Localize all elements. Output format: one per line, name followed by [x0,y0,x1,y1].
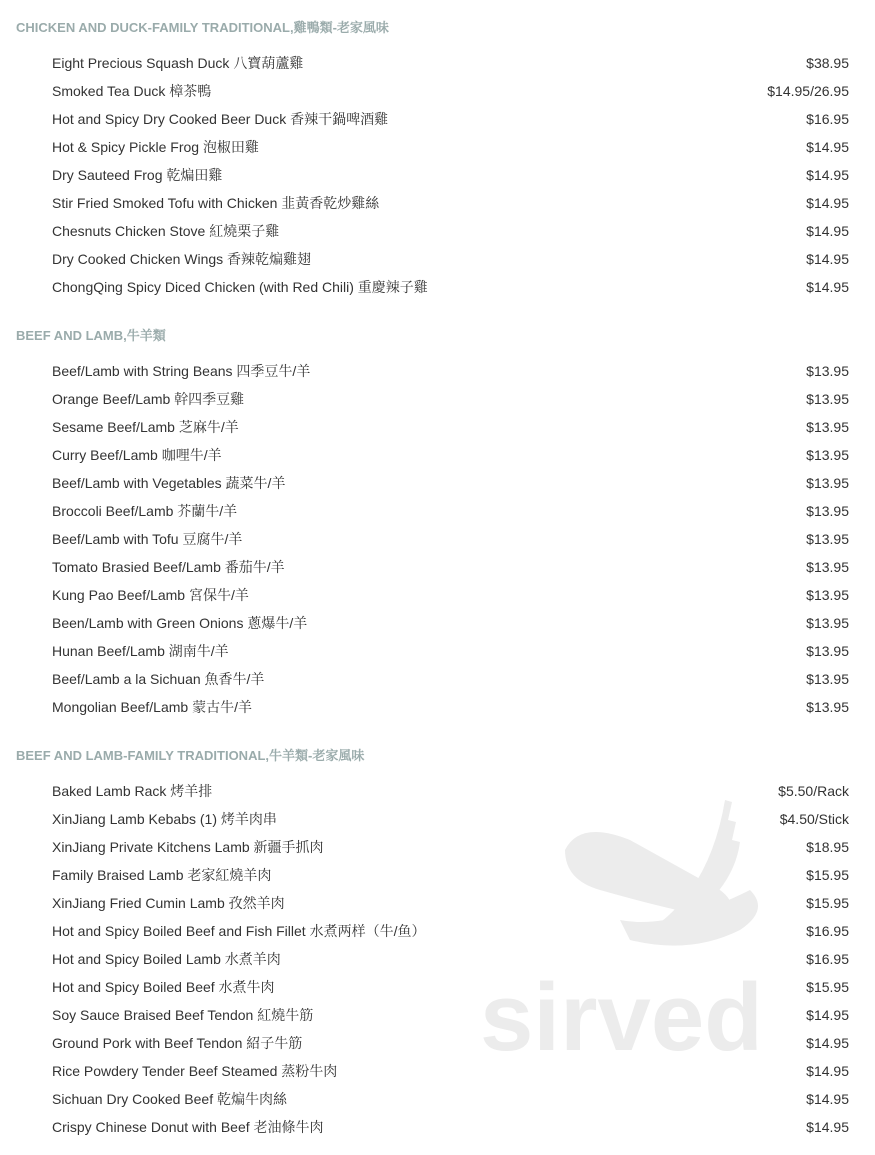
menu-item-price: $18.95 [806,839,849,855]
menu-item-list [52,777,849,1141]
menu-item [52,637,849,665]
watermark-text: sirved [480,964,763,1071]
menu-item [52,413,849,441]
menu-item-price: $14.95 [806,139,849,155]
menu-item-name: Eight Precious Squash Duck 八寶葫蘆雞 [52,55,304,71]
menu-item-name: Family Braised Lamb 老家紅燒羊肉 [52,867,272,883]
menu-item [52,1029,849,1057]
menu-item-name: Hot and Spicy Boiled Beef and Fish Fillet 水煮两样（牛/鱼） [52,923,426,939]
menu-item-name: Soy Sauce Braised Beef Tendon 紅燒牛筋 [52,1007,314,1023]
menu-item-price: $16.95 [806,111,849,127]
menu-item [52,1001,849,1029]
menu-item-name: Stir Fried Smoked Tofu with Chicken 韭黃香乾炒雞絲 [52,195,380,211]
menu-item-price: $13.95 [806,447,849,463]
menu-item-price: $13.95 [806,419,849,435]
menu-item-price: $14.95/26.95 [767,83,849,99]
menu-item [52,693,849,721]
menu-item [52,497,849,525]
menu-item [52,189,849,217]
menu-item-name: Smoked Tea Duck 樟茶鴨 [52,83,212,99]
menu-item-name: Beef/Lamb with Tofu 豆腐牛/羊 [52,531,243,547]
menu-item [52,1085,849,1113]
menu-item-name: Dry Sauteed Frog 乾煸田雞 [52,167,223,183]
menu-item-name: Curry Beef/Lamb 咖哩牛/羊 [52,447,222,463]
menu-item-price: $13.95 [806,531,849,547]
section-heading: BEEF AND LAMB-FAMILY TRADITIONAL,牛羊類-老家風味 [16,748,365,763]
menu-item [52,833,849,861]
menu-item-name: Beef/Lamb with String Beans 四季豆牛/羊 [52,363,311,379]
menu-item [52,441,849,469]
menu-item-price: $14.95 [806,167,849,183]
menu-item-name: ChongQing Spicy Diced Chicken (with Red Chili) 重慶辣子雞 [52,279,428,295]
menu-item [52,357,849,385]
menu-item-price: $13.95 [806,363,849,379]
menu-item [52,525,849,553]
menu-item-name: XinJiang Private Kitchens Lamb 新疆手抓肉 [52,839,324,855]
menu-item-name: Ground Pork with Beef Tendon 紹子牛筋 [52,1035,303,1051]
menu-item-price: $13.95 [806,671,849,687]
menu-item-name: Hot and Spicy Dry Cooked Beer Duck 香辣干鍋啤酒雞 [52,111,389,127]
menu-item [52,889,849,917]
menu-item-name: Hot and Spicy Boiled Beef 水煮牛肉 [52,979,275,995]
menu-item [52,861,849,889]
menu-item [52,553,849,581]
menu-item-list [52,357,849,721]
menu-item-price: $13.95 [806,587,849,603]
menu-item-price: $13.95 [806,699,849,715]
menu-item-name: Beef/Lamb with Vegetables 蔬菜牛/羊 [52,475,286,491]
menu-item-price: $13.95 [806,503,849,519]
menu-item-name: Dry Cooked Chicken Wings 香辣乾煸雞翅 [52,251,312,267]
menu-item [52,217,849,245]
menu-item-name: Sesame Beef/Lamb 芝麻牛/羊 [52,419,239,435]
menu-item-price: $5.50/Rack [778,783,849,799]
menu-item [52,945,849,973]
menu-item-name: Hunan Beef/Lamb 湖南牛/羊 [52,643,229,659]
section-heading: CHICKEN AND DUCK-FAMILY TRADITIONAL,雞鴨類-老家風味 [16,20,389,35]
menu-item-price: $14.95 [806,1063,849,1079]
menu-item-price: $14.95 [806,1007,849,1023]
menu-item-price: $13.95 [806,391,849,407]
menu-item-name: Broccoli Beef/Lamb 芥蘭牛/羊 [52,503,238,519]
menu-item [52,49,849,77]
section-heading: BEEF AND LAMB,牛羊類 [16,328,166,343]
menu-item [52,469,849,497]
menu-item [52,105,849,133]
menu-item-price: $13.95 [806,559,849,575]
menu-item-name: Mongolian Beef/Lamb 蒙古牛/羊 [52,699,252,715]
menu-item [52,385,849,413]
menu-item-name: Been/Lamb with Green Onions 蔥爆牛/羊 [52,615,308,631]
menu-item-price: $14.95 [806,1035,849,1051]
menu-item-name: Sichuan Dry Cooked Beef 乾煸牛肉絲 [52,1091,287,1107]
menu-item-name: Hot and Spicy Boiled Lamb 水煮羊肉 [52,951,281,967]
menu-item-name: Baked Lamb Rack 烤羊排 [52,783,213,799]
menu-item-price: $13.95 [806,643,849,659]
menu-item-price: $14.95 [806,195,849,211]
menu-item-price: $14.95 [806,1119,849,1135]
menu-item-name: Kung Pao Beef/Lamb 宮保牛/羊 [52,587,249,603]
menu-item-name: XinJiang Fried Cumin Lamb 孜然羊肉 [52,895,285,911]
menu-item-list [52,49,849,301]
menu-item-name: Hot & Spicy Pickle Frog 泡椒田雞 [52,139,259,155]
menu-item-price: $15.95 [806,979,849,995]
menu-item-name: Crispy Chinese Donut with Beef 老油條牛肉 [52,1119,324,1135]
menu-item-price: $14.95 [806,223,849,239]
menu-item [52,1113,849,1141]
menu-item-name: Rice Powdery Tender Beef Steamed 蒸粉牛肉 [52,1063,338,1079]
menu-item-name: Tomato Brasied Beef/Lamb 番茄牛/羊 [52,559,285,575]
menu-item-name: XinJiang Lamb Kebabs (1) 烤羊肉串 [52,811,277,827]
menu-item [52,273,849,301]
menu-item [52,581,849,609]
menu-item-price: $13.95 [806,475,849,491]
menu-item-price: $15.95 [806,895,849,911]
menu-item [52,777,849,805]
menu-item [52,917,849,945]
menu-item [52,805,849,833]
menu-item-price: $13.95 [806,615,849,631]
menu-item [52,133,849,161]
menu-item-name: Beef/Lamb a la Sichuan 魚香牛/羊 [52,671,265,687]
menu-item-price: $14.95 [806,279,849,295]
menu-item [52,609,849,637]
menu-item [52,973,849,1001]
menu-item-price: $16.95 [806,923,849,939]
menu-item-price: $14.95 [806,251,849,267]
menu-item-price: $4.50/Stick [779,811,849,827]
menu-item [52,245,849,273]
menu-item [52,665,849,693]
menu-item-price: $15.95 [806,867,849,883]
menu-item-price: $16.95 [806,951,849,967]
menu-item-name: Chesnuts Chicken Stove 紅燒栗子雞 [52,223,280,239]
menu-item-price: $38.95 [806,55,849,71]
menu-item-name: Orange Beef/Lamb 幹四季豆雞 [52,391,245,407]
menu-item [52,1057,849,1085]
menu-item-price: $14.95 [806,1091,849,1107]
menu-item [52,161,849,189]
menu-item [52,77,849,105]
